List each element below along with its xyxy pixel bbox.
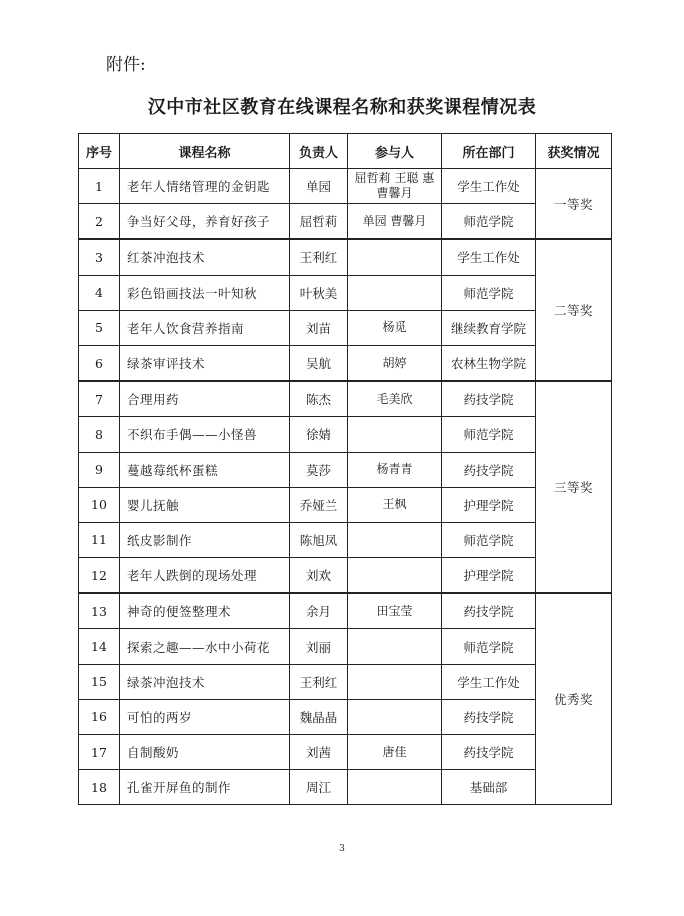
table-row: [79, 417, 612, 452]
award-level: 一等奖: [536, 169, 612, 240]
row-index: 12: [79, 558, 120, 594]
leader-name: 叶秋美: [290, 275, 348, 310]
course-name: 婴儿抚触: [120, 487, 290, 522]
table-body: [79, 169, 612, 805]
row-index: 3: [79, 239, 120, 275]
course-name: 孔雀开屏鱼的制作: [120, 770, 290, 805]
header-award: 获奖情况: [536, 134, 612, 169]
participants: 田宝莹: [348, 593, 442, 629]
row-index: 18: [79, 770, 120, 805]
table-row: [79, 664, 612, 699]
department: 护理学院: [442, 558, 536, 594]
participants: 王枫: [348, 487, 442, 522]
row-index: 8: [79, 417, 120, 452]
award-level: 三等奖: [536, 381, 612, 593]
course-name: 蔓越莓纸杯蛋糕: [120, 452, 290, 487]
course-name: 红茶冲泡技术: [120, 239, 290, 275]
department: 学生工作处: [442, 664, 536, 699]
row-index: 11: [79, 522, 120, 557]
department: 药技学院: [442, 593, 536, 629]
award-level: 优秀奖: [536, 593, 612, 805]
table-row: [79, 770, 612, 805]
course-name: 绿茶审评技术: [120, 345, 290, 381]
participants: [348, 275, 442, 310]
leader-name: 王利红: [290, 239, 348, 275]
header-leader: 负责人: [290, 134, 348, 169]
table-row: [79, 345, 612, 381]
department: 师范学院: [442, 417, 536, 452]
leader-name: 余月: [290, 593, 348, 629]
table-row: [79, 275, 612, 310]
course-name: 老年人饮食营养指南: [120, 310, 290, 345]
leader-name: 徐婧: [290, 417, 348, 452]
department: 师范学院: [442, 204, 536, 240]
table-row: [79, 593, 612, 629]
department: 师范学院: [442, 522, 536, 557]
leader-name: 莫莎: [290, 452, 348, 487]
row-index: 7: [79, 381, 120, 417]
table-row: [79, 735, 612, 770]
table-row: [79, 699, 612, 734]
row-index: 14: [79, 629, 120, 664]
participants: [348, 699, 442, 734]
course-name: 自制酸奶: [120, 735, 290, 770]
course-name: 争当好父母，养育好孩子: [120, 204, 290, 240]
row-index: 9: [79, 452, 120, 487]
table-row: [79, 629, 612, 664]
row-index: 1: [79, 169, 120, 204]
page-title: 汉中市社区教育在线课程名称和获奖课程情况表: [147, 97, 537, 118]
participants: 毛美欣: [348, 381, 442, 417]
row-index: 16: [79, 699, 120, 734]
course-name: 绿茶冲泡技术: [120, 664, 290, 699]
header-department: 所在部门: [442, 134, 536, 169]
leader-name: 吴航: [290, 345, 348, 381]
participants: 胡婷: [348, 345, 442, 381]
participants: 单园 曹馨月: [348, 204, 442, 240]
awards-table: [78, 133, 612, 805]
leader-name: 刘欢: [290, 558, 348, 594]
row-index: 15: [79, 664, 120, 699]
department: 继续教育学院: [442, 310, 536, 345]
leader-name: 乔娅兰: [290, 487, 348, 522]
course-name: 老年人跌倒的现场处理: [120, 558, 290, 594]
course-name: 彩色铅画技法一叶知秋: [120, 275, 290, 310]
table-row: [79, 558, 612, 594]
table-row: [79, 204, 612, 240]
course-name: 纸皮影制作: [120, 522, 290, 557]
department: 药技学院: [442, 381, 536, 417]
department: 学生工作处: [442, 169, 536, 204]
header-index: 序号: [79, 134, 120, 169]
row-index: 13: [79, 593, 120, 629]
row-index: 6: [79, 345, 120, 381]
course-name: 可怕的两岁: [120, 699, 290, 734]
course-name: 合理用药: [120, 381, 290, 417]
table-row: [79, 487, 612, 522]
department: 药技学院: [442, 699, 536, 734]
leader-name: 屈哲莉: [290, 204, 348, 240]
department: 药技学院: [442, 735, 536, 770]
participants: 杨青青: [348, 452, 442, 487]
row-index: 4: [79, 275, 120, 310]
award-level: 二等奖: [536, 239, 612, 381]
leader-name: 刘茜: [290, 735, 348, 770]
department: 护理学院: [442, 487, 536, 522]
row-index: 2: [79, 204, 120, 240]
department: 基础部: [442, 770, 536, 805]
leader-name: 陈杰: [290, 381, 348, 417]
table-row: [79, 381, 612, 417]
department: 农林生物学院: [442, 345, 536, 381]
header-course: 课程名称: [120, 134, 290, 169]
department: 学生工作处: [442, 239, 536, 275]
course-name: 探索之趣——水中小荷花: [120, 629, 290, 664]
table-row: [79, 239, 612, 275]
course-name: 不织布手偶——小怪兽: [120, 417, 290, 452]
table-row: [79, 452, 612, 487]
participants: 屈哲莉 王聪 惠曹馨月: [348, 169, 442, 204]
leader-name: 刘丽: [290, 629, 348, 664]
department: 药技学院: [442, 452, 536, 487]
table-row: [79, 169, 612, 204]
participants: 唐佳: [348, 735, 442, 770]
header-participants: 参与人: [348, 134, 442, 169]
department: 师范学院: [442, 629, 536, 664]
page-number: 3: [339, 844, 345, 854]
leader-name: 单园: [290, 169, 348, 204]
leader-name: 魏晶晶: [290, 699, 348, 734]
leader-name: 刘苗: [290, 310, 348, 345]
leader-name: 周江: [290, 770, 348, 805]
leader-name: 陈旭凤: [290, 522, 348, 557]
leader-name: 王利红: [290, 664, 348, 699]
participants: [348, 629, 442, 664]
participants: [348, 239, 442, 275]
participants: [348, 417, 442, 452]
participants: [348, 522, 442, 557]
participants: [348, 664, 442, 699]
department: 师范学院: [442, 275, 536, 310]
course-name: 神奇的便签整理术: [120, 593, 290, 629]
row-index: 5: [79, 310, 120, 345]
participants: 杨觅: [348, 310, 442, 345]
participants: [348, 770, 442, 805]
table-row: [79, 522, 612, 557]
row-index: 10: [79, 487, 120, 522]
participants: [348, 558, 442, 594]
course-name: 老年人情绪管理的金钥匙: [120, 169, 290, 204]
attachment-label: 附件:: [106, 55, 146, 75]
table-row: [79, 310, 612, 345]
row-index: 17: [79, 735, 120, 770]
table-header-row: [79, 134, 612, 169]
